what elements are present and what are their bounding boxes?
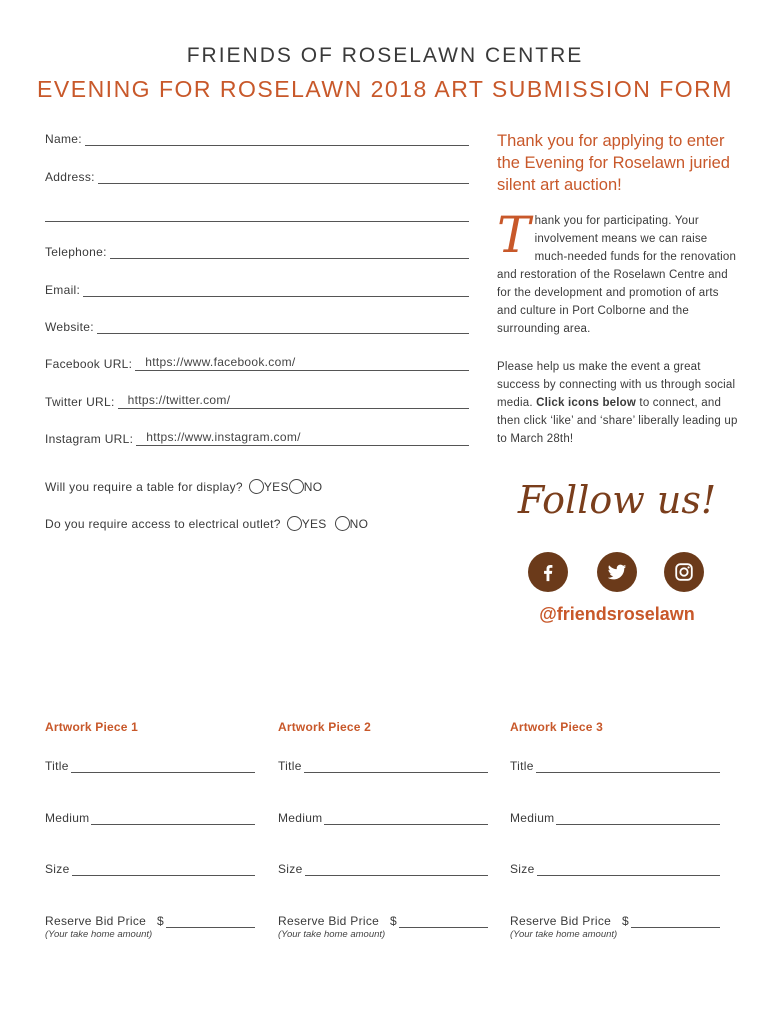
title-field[interactable] (45, 757, 255, 773)
twitter-value: https://twitter.com/ (127, 393, 231, 407)
twitter-field[interactable] (45, 393, 469, 409)
reserve-label: Reserve Bid Price $ (278, 914, 398, 928)
artwork-piece-heading: Artwork Piece 2 (278, 720, 372, 734)
name-field[interactable] (45, 130, 469, 146)
electric-yes-label: YES (301, 516, 327, 531)
website-input-line[interactable] (97, 322, 469, 334)
table-question (45, 479, 322, 494)
reserve-label: Reserve Bid Price $ (45, 914, 165, 928)
website-field[interactable] (45, 318, 469, 334)
address-input-line[interactable] (98, 172, 469, 184)
medium-label: Medium (45, 811, 90, 825)
dropcap: T (497, 206, 531, 264)
form-title: EVENING FOR ROSELAWN 2018 ART SUBMISSION FORM (37, 76, 733, 102)
reserve-field[interactable] (278, 912, 488, 928)
artwork-piece-2 (278, 720, 488, 940)
artwork-piece-heading: Artwork Piece 1 (45, 720, 139, 734)
medium-field[interactable] (278, 809, 488, 825)
artwork-piece-3 (510, 720, 720, 940)
facebook-label: Facebook URL: (45, 357, 133, 371)
medium-input-line[interactable] (91, 813, 255, 825)
table-no-radio[interactable] (289, 479, 304, 494)
table-yes-radio[interactable] (249, 479, 264, 494)
electric-question (45, 516, 368, 531)
electric-yes-radio[interactable] (287, 516, 302, 531)
size-field[interactable] (278, 860, 488, 876)
reserve-field[interactable] (45, 912, 255, 928)
address-label: Address: (45, 170, 95, 184)
title-label: Title (45, 759, 69, 773)
reserve-note: (Your take home amount) (510, 929, 618, 940)
instagram-value: https://www.instagram.com/ (146, 430, 301, 444)
medium-field[interactable] (510, 809, 720, 825)
electric-question-text: Do you require access to electrical outlet? (45, 516, 281, 531)
size-label: Size (278, 862, 303, 876)
intro-paragraph (497, 206, 737, 338)
facebook-field[interactable] (45, 355, 469, 371)
title-input-line[interactable] (71, 761, 255, 773)
telephone-input-line[interactable] (110, 247, 469, 259)
electric-no-label: NO (349, 516, 369, 531)
medium-input-line[interactable] (556, 813, 720, 825)
title-field[interactable] (510, 757, 720, 773)
reserve-input-line[interactable] (166, 916, 255, 928)
artwork-piece-1 (45, 720, 255, 940)
telephone-field[interactable] (45, 243, 469, 259)
social-handle[interactable]: @friendsroselawn (539, 604, 695, 624)
table-question-text: Will you require a table for display? (45, 479, 243, 494)
address-2-input-line[interactable] (45, 210, 469, 222)
facebook-input-line[interactable] (135, 355, 469, 371)
telephone-label: Telephone: (45, 245, 107, 259)
instagram-field[interactable] (45, 430, 469, 446)
size-field[interactable] (45, 860, 255, 876)
facebook-value: https://www.facebook.com/ (145, 355, 296, 369)
email-input-line[interactable] (83, 285, 469, 297)
size-label: Size (45, 862, 70, 876)
email-label: Email: (45, 283, 81, 297)
twitter-input-line[interactable] (118, 393, 469, 409)
reserve-input-line[interactable] (631, 916, 720, 928)
instagram-label: Instagram URL: (45, 432, 134, 446)
social-text-bold: Click icons below (536, 397, 637, 409)
twitter-icon[interactable] (597, 552, 637, 592)
reserve-field[interactable] (510, 912, 720, 928)
electric-no-radio[interactable] (335, 516, 350, 531)
instagram-input-line[interactable] (136, 430, 469, 446)
name-label: Name: (45, 132, 82, 146)
table-no-label: NO (303, 479, 323, 494)
address-line-2[interactable] (45, 206, 469, 222)
instagram-icon[interactable] (664, 552, 704, 592)
title-field[interactable] (278, 757, 488, 773)
medium-field[interactable] (45, 809, 255, 825)
medium-label: Medium (278, 811, 323, 825)
medium-input-line[interactable] (324, 813, 488, 825)
social-text-c: to connect, and then click ‘like’ and ‘share’ liberally leading up to March 28th! (497, 397, 738, 445)
org-title: FRIENDS OF ROSELAWN CENTRE (186, 44, 584, 67)
social-paragraph (497, 358, 742, 448)
size-input-line[interactable] (72, 864, 255, 876)
address-field[interactable] (45, 168, 469, 184)
name-input-line[interactable] (85, 134, 469, 146)
title-input-line[interactable] (536, 761, 720, 773)
social-text-a: Please help us make the event a great success by connecting with us through social media. (497, 361, 736, 409)
size-field[interactable] (510, 860, 720, 876)
follow-us-heading: Follow us! (517, 478, 717, 522)
reserve-note: (Your take home amount) (278, 929, 386, 940)
website-label: Website: (45, 320, 94, 334)
title-input-line[interactable] (304, 761, 488, 773)
title-label: Title (510, 759, 534, 773)
intro-text: hank you for participating. Your involvement means we can raise much-needed funds for the renovation and restoration of the Roselawn Centre and for the development and promotion of arts and culture in Port Colborne and the surrounding area. (497, 215, 737, 335)
size-label: Size (510, 862, 535, 876)
title-label: Title (278, 759, 302, 773)
thanks-message: Thank you for applying to enter the Evening for Roselawn juried silent art auction! (497, 132, 730, 194)
size-input-line[interactable] (537, 864, 720, 876)
size-input-line[interactable] (305, 864, 488, 876)
reserve-label: Reserve Bid Price $ (510, 914, 630, 928)
table-yes-label: YES (263, 479, 289, 494)
reserve-note: (Your take home amount) (45, 929, 153, 940)
twitter-label: Twitter URL: (45, 395, 115, 409)
email-field[interactable] (45, 281, 469, 297)
artwork-piece-heading: Artwork Piece 3 (510, 720, 604, 734)
reserve-input-line[interactable] (399, 916, 488, 928)
medium-label: Medium (510, 811, 555, 825)
facebook-icon[interactable] (528, 552, 568, 592)
